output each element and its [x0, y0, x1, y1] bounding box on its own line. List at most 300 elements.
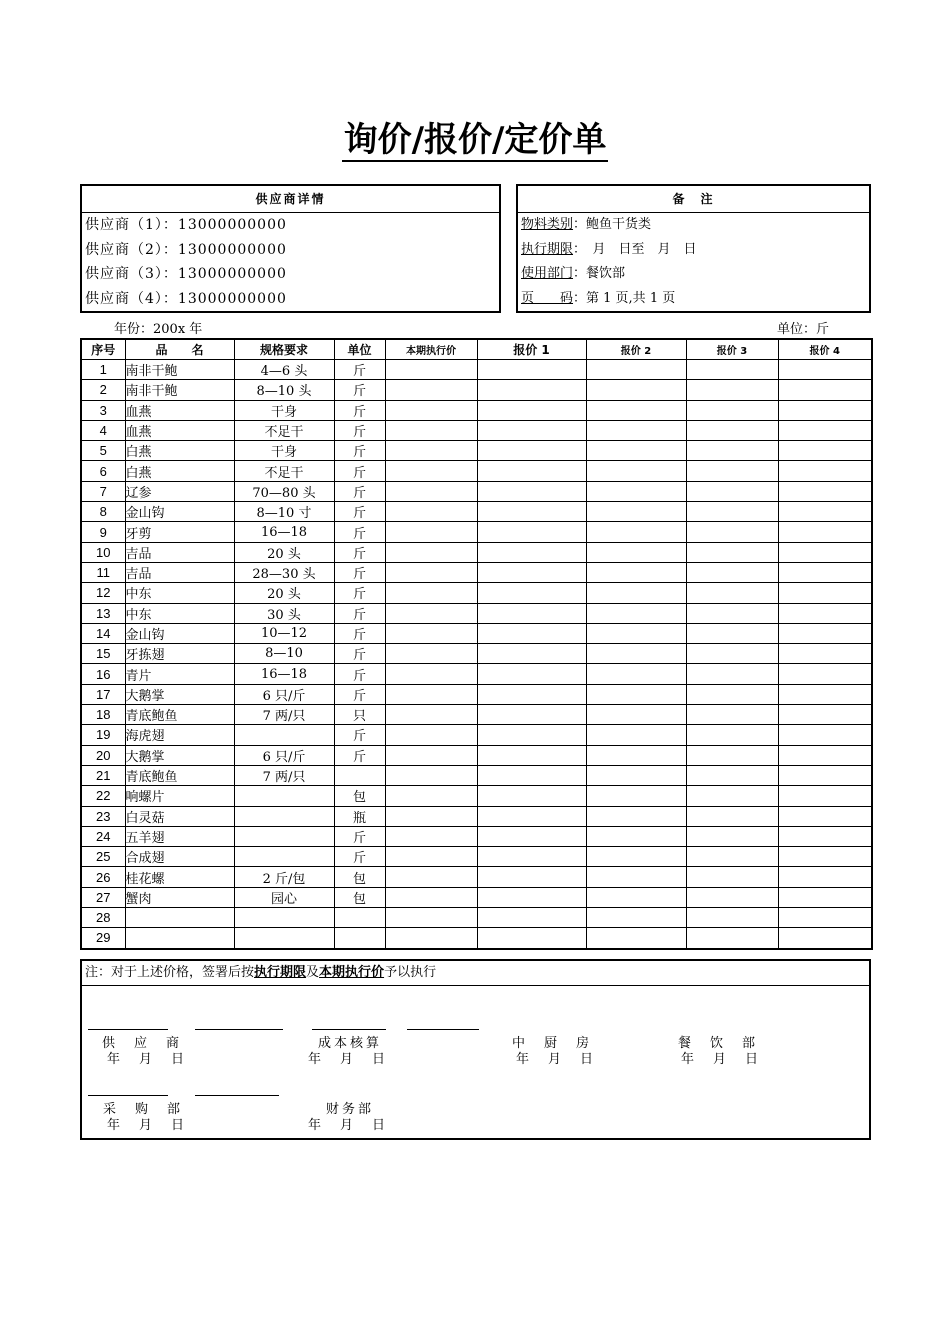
quote-4-cell — [778, 522, 872, 542]
item-name: 金山钩 — [125, 502, 234, 522]
item-name: 血燕 — [125, 400, 234, 420]
row-number: 8 — [81, 502, 125, 522]
signer-dining: 餐 饮 部 — [678, 1036, 759, 1051]
quote-2-cell — [586, 745, 686, 765]
row-number: 27 — [81, 887, 125, 907]
col-header-quote-3: 报价 3 — [686, 339, 778, 360]
quote-2-cell — [586, 806, 686, 826]
col-header-no: 序号 — [81, 339, 125, 360]
col-header-name: 品 名 — [125, 339, 234, 360]
quote-1-cell — [477, 400, 586, 420]
row-number: 15 — [81, 644, 125, 664]
item-name: 血燕 — [125, 420, 234, 440]
quote-4-cell — [778, 481, 872, 501]
signature-line — [312, 1029, 386, 1030]
current-price-cell — [385, 420, 477, 440]
table-row — [81, 623, 872, 643]
quote-4-cell — [778, 765, 872, 785]
row-number: 18 — [81, 705, 125, 725]
remark-page-number: 页 码：第 1 页,共 1 页 — [521, 290, 676, 306]
quote-2-cell — [586, 664, 686, 684]
col-header-spec: 规格要求 — [234, 339, 334, 360]
quote-2-cell — [586, 908, 686, 928]
signer-dining-date: 年 月 日 — [681, 1052, 762, 1067]
item-name: 牙拣翅 — [125, 644, 234, 664]
signer-supplier: 供 应 商 — [102, 1036, 183, 1051]
quote-4-cell — [778, 603, 872, 623]
current-price-cell — [385, 786, 477, 806]
item-name: 金山钩 — [125, 623, 234, 643]
signature-line — [88, 1029, 168, 1030]
quote-2-cell — [586, 400, 686, 420]
current-price-cell — [385, 826, 477, 846]
item-spec: 不足干 — [234, 420, 334, 440]
current-price-cell — [385, 725, 477, 745]
quote-3-cell — [686, 887, 778, 907]
quote-1-cell — [477, 684, 586, 704]
row-number: 24 — [81, 826, 125, 846]
item-unit — [334, 908, 385, 928]
item-unit: 包 — [334, 786, 385, 806]
quote-4-cell — [778, 542, 872, 562]
table-row — [81, 380, 872, 400]
item-name: 辽参 — [125, 481, 234, 501]
row-number: 4 — [81, 420, 125, 440]
quote-1-cell — [477, 705, 586, 725]
quote-3-cell — [686, 765, 778, 785]
table-row — [81, 847, 872, 867]
row-number: 21 — [81, 765, 125, 785]
signer-finance-date: 年 月 日 — [308, 1118, 389, 1133]
item-unit: 斤 — [334, 623, 385, 643]
item-name: 大鹅掌 — [125, 745, 234, 765]
item-unit: 斤 — [334, 745, 385, 765]
quote-1-cell — [477, 867, 586, 887]
item-spec — [234, 928, 334, 949]
table-row — [81, 583, 872, 603]
item-unit: 斤 — [334, 481, 385, 501]
item-spec: 园心 — [234, 887, 334, 907]
item-unit: 斤 — [334, 847, 385, 867]
item-name: 白灵菇 — [125, 806, 234, 826]
signer-kitchen: 中 厨 房 — [512, 1036, 593, 1051]
table-row — [81, 603, 872, 623]
item-spec: 10—12 — [234, 623, 334, 643]
row-number: 19 — [81, 725, 125, 745]
table-row — [81, 887, 872, 907]
row-number: 26 — [81, 867, 125, 887]
current-price-cell — [385, 481, 477, 501]
item-unit: 斤 — [334, 644, 385, 664]
item-spec: 70—80 头 — [234, 481, 334, 501]
table-row — [81, 420, 872, 440]
current-price-cell — [385, 360, 477, 380]
table-row — [81, 644, 872, 664]
item-spec — [234, 908, 334, 928]
item-name: 吉品 — [125, 562, 234, 582]
item-name: 白燕 — [125, 441, 234, 461]
quote-3-cell — [686, 745, 778, 765]
row-number: 5 — [81, 441, 125, 461]
quote-3-cell — [686, 826, 778, 846]
row-number: 9 — [81, 522, 125, 542]
quote-3-cell — [686, 400, 778, 420]
quote-1-cell — [477, 847, 586, 867]
item-spec: 干身 — [234, 400, 334, 420]
current-price-cell — [385, 867, 477, 887]
quote-1-cell — [477, 908, 586, 928]
quote-2-cell — [586, 705, 686, 725]
quote-3-cell — [686, 908, 778, 928]
quote-4-cell — [778, 745, 872, 765]
quote-3-cell — [686, 360, 778, 380]
item-name: 中东 — [125, 583, 234, 603]
signature-line — [88, 1095, 168, 1096]
item-name: 青片 — [125, 664, 234, 684]
col-header-current-price: 本期执行价 — [385, 339, 477, 360]
quote-4-cell — [778, 441, 872, 461]
quote-4-cell — [778, 847, 872, 867]
quote-4-cell — [778, 400, 872, 420]
col-header-quote-1: 报价 1 — [477, 339, 586, 360]
item-spec — [234, 725, 334, 745]
quote-4-cell — [778, 461, 872, 481]
quote-3-cell — [686, 725, 778, 745]
current-price-cell — [385, 522, 477, 542]
table-row — [81, 705, 872, 725]
current-price-cell — [385, 806, 477, 826]
supplier-details-box — [80, 184, 501, 313]
quote-4-cell — [778, 684, 872, 704]
item-name: 青底鲍鱼 — [125, 705, 234, 725]
quote-1-cell — [477, 786, 586, 806]
item-spec: 28—30 头 — [234, 562, 334, 582]
item-name: 五羊翅 — [125, 826, 234, 846]
supplier-line: 供应商（2）：13000000000 — [85, 241, 287, 258]
current-price-cell — [385, 603, 477, 623]
quote-2-cell — [586, 644, 686, 664]
item-unit: 斤 — [334, 360, 385, 380]
quote-3-cell — [686, 786, 778, 806]
quote-2-cell — [586, 380, 686, 400]
quote-3-cell — [686, 847, 778, 867]
item-unit: 斤 — [334, 826, 385, 846]
table-row — [81, 786, 872, 806]
item-unit: 斤 — [334, 522, 385, 542]
quote-2-cell — [586, 684, 686, 704]
current-price-cell — [385, 847, 477, 867]
table-row — [81, 562, 872, 582]
item-unit: 瓶 — [334, 806, 385, 826]
supplier-details-header: 供应商详情 — [82, 186, 499, 213]
quote-2-cell — [586, 826, 686, 846]
item-spec: 20 头 — [234, 583, 334, 603]
row-number: 1 — [81, 360, 125, 380]
table-row — [81, 867, 872, 887]
quote-1-cell — [477, 765, 586, 785]
current-price-cell — [385, 908, 477, 928]
quote-4-cell — [778, 786, 872, 806]
quote-1-cell — [477, 826, 586, 846]
execution-note: 注：对于上述价格，签署后按执行期限及本期执行价予以执行 — [82, 961, 869, 986]
signer-cost-date: 年 月 日 — [308, 1052, 389, 1067]
quote-1-cell — [477, 380, 586, 400]
quote-3-cell — [686, 705, 778, 725]
signature-line — [195, 1029, 283, 1030]
table-row — [81, 928, 872, 949]
item-spec: 干身 — [234, 441, 334, 461]
item-spec: 2 斤/包 — [234, 867, 334, 887]
quote-4-cell — [778, 725, 872, 745]
quote-1-cell — [477, 583, 586, 603]
row-number: 17 — [81, 684, 125, 704]
item-spec: 6 只/斤 — [234, 684, 334, 704]
item-name: 青底鲍鱼 — [125, 765, 234, 785]
quote-2-cell — [586, 481, 686, 501]
quote-3-cell — [686, 542, 778, 562]
current-price-cell — [385, 400, 477, 420]
quote-1-cell — [477, 603, 586, 623]
item-unit: 斤 — [334, 583, 385, 603]
item-name: 中东 — [125, 603, 234, 623]
quote-3-cell — [686, 461, 778, 481]
item-spec: 16—18 — [234, 664, 334, 684]
signature-line — [195, 1095, 279, 1096]
signer-purchasing-date: 年 月 日 — [107, 1118, 188, 1133]
quote-2-cell — [586, 928, 686, 949]
item-unit — [334, 765, 385, 785]
current-price-cell — [385, 502, 477, 522]
item-spec — [234, 826, 334, 846]
quote-1-cell — [477, 745, 586, 765]
unit-label: 单位：斤 — [777, 322, 830, 337]
quote-1-cell — [477, 887, 586, 907]
table-row — [81, 542, 872, 562]
supplier-line: 供应商（4）：13000000000 — [85, 290, 287, 307]
item-name: 蟹肉 — [125, 887, 234, 907]
row-number: 6 — [81, 461, 125, 481]
quote-4-cell — [778, 623, 872, 643]
quote-2-cell — [586, 725, 686, 745]
quote-3-cell — [686, 481, 778, 501]
col-header-quote-4: 报价 4 — [778, 339, 872, 360]
quote-2-cell — [586, 360, 686, 380]
quote-4-cell — [778, 806, 872, 826]
quote-4-cell — [778, 562, 872, 582]
row-number: 28 — [81, 908, 125, 928]
item-unit: 斤 — [334, 725, 385, 745]
quote-4-cell — [778, 583, 872, 603]
quote-1-cell — [477, 664, 586, 684]
quote-3-cell — [686, 806, 778, 826]
quote-3-cell — [686, 684, 778, 704]
row-number: 22 — [81, 786, 125, 806]
quote-1-cell — [477, 481, 586, 501]
signature-line — [407, 1029, 479, 1030]
document-title: 询价/报价/定价单 — [343, 120, 607, 160]
item-unit: 斤 — [334, 562, 385, 582]
quote-1-cell — [477, 928, 586, 949]
row-number: 3 — [81, 400, 125, 420]
item-spec: 8—10 寸 — [234, 502, 334, 522]
item-unit: 斤 — [334, 441, 385, 461]
remarks-header: 备 注 — [518, 186, 869, 213]
item-name — [125, 928, 234, 949]
quote-1-cell — [477, 441, 586, 461]
quote-3-cell — [686, 441, 778, 461]
supplier-line: 供应商（3）：13000000000 — [85, 266, 287, 282]
row-number: 11 — [81, 562, 125, 582]
item-spec: 20 头 — [234, 542, 334, 562]
price-table — [80, 338, 873, 950]
item-spec: 8—10 头 — [234, 380, 334, 400]
current-price-cell — [385, 664, 477, 684]
remark-execution-period: 执行期限： 月 日至 月 日 — [521, 241, 697, 257]
table-row — [81, 806, 872, 826]
row-number: 25 — [81, 847, 125, 867]
row-number: 10 — [81, 542, 125, 562]
quote-1-cell — [477, 562, 586, 582]
item-name: 白燕 — [125, 461, 234, 481]
table-row — [81, 502, 872, 522]
item-name: 桂花螺 — [125, 867, 234, 887]
signer-finance: 财务部 — [326, 1102, 375, 1117]
table-row — [81, 664, 872, 684]
quote-3-cell — [686, 502, 778, 522]
table-row — [81, 441, 872, 461]
remarks-box — [516, 184, 871, 313]
quote-2-cell — [586, 847, 686, 867]
quote-4-cell — [778, 644, 872, 664]
item-spec — [234, 806, 334, 826]
item-name: 吉品 — [125, 542, 234, 562]
item-unit: 斤 — [334, 684, 385, 704]
item-spec: 不足干 — [234, 461, 334, 481]
quote-2-cell — [586, 623, 686, 643]
signer-purchasing: 采 购 部 — [103, 1102, 184, 1117]
quote-2-cell — [586, 461, 686, 481]
item-spec: 30 头 — [234, 603, 334, 623]
current-price-cell — [385, 583, 477, 603]
item-unit: 斤 — [334, 542, 385, 562]
current-price-cell — [385, 623, 477, 643]
table-row — [81, 908, 872, 928]
quote-1-cell — [477, 360, 586, 380]
quote-4-cell — [778, 826, 872, 846]
quote-2-cell — [586, 867, 686, 887]
item-spec: 7 两/只 — [234, 765, 334, 785]
item-spec: 8—10 — [234, 644, 334, 664]
item-unit: 只 — [334, 705, 385, 725]
signer-kitchen-date: 年 月 日 — [516, 1052, 597, 1067]
quote-1-cell — [477, 623, 586, 643]
item-unit: 斤 — [334, 664, 385, 684]
item-unit: 斤 — [334, 420, 385, 440]
current-price-cell — [385, 765, 477, 785]
quote-3-cell — [686, 867, 778, 887]
remark-material-category: 物料类别：鲍鱼干货类 — [521, 217, 652, 232]
quote-2-cell — [586, 562, 686, 582]
signer-supplier-date: 年 月 日 — [107, 1052, 188, 1067]
quote-3-cell — [686, 928, 778, 949]
quote-4-cell — [778, 360, 872, 380]
current-price-cell — [385, 887, 477, 907]
current-price-cell — [385, 705, 477, 725]
row-number: 20 — [81, 745, 125, 765]
item-spec: 16—18 — [234, 522, 334, 542]
table-row — [81, 826, 872, 846]
quote-4-cell — [778, 664, 872, 684]
quote-4-cell — [778, 928, 872, 949]
table-row — [81, 765, 872, 785]
item-unit — [334, 928, 385, 949]
table-header-row — [81, 339, 872, 360]
current-price-cell — [385, 441, 477, 461]
item-name: 牙剪 — [125, 522, 234, 542]
quote-1-cell — [477, 644, 586, 664]
item-name: 大鹅掌 — [125, 684, 234, 704]
quote-3-cell — [686, 664, 778, 684]
item-unit: 斤 — [334, 502, 385, 522]
row-number: 13 — [81, 603, 125, 623]
signature-box — [80, 959, 871, 1140]
item-name: 南非干鲍 — [125, 360, 234, 380]
item-name: 海虎翅 — [125, 725, 234, 745]
table-row — [81, 400, 872, 420]
quote-4-cell — [778, 380, 872, 400]
current-price-cell — [385, 461, 477, 481]
signer-cost-accounting: 成本核算 — [318, 1036, 383, 1051]
quote-2-cell — [586, 420, 686, 440]
table-row — [81, 725, 872, 745]
quote-2-cell — [586, 765, 686, 785]
quote-2-cell — [586, 887, 686, 907]
quote-3-cell — [686, 644, 778, 664]
item-unit: 斤 — [334, 380, 385, 400]
item-unit: 斤 — [334, 461, 385, 481]
quote-4-cell — [778, 420, 872, 440]
quote-3-cell — [686, 583, 778, 603]
quote-1-cell — [477, 806, 586, 826]
table-row — [81, 481, 872, 501]
item-unit: 包 — [334, 887, 385, 907]
current-price-cell — [385, 928, 477, 949]
table-row — [81, 461, 872, 481]
quote-1-cell — [477, 502, 586, 522]
row-number: 2 — [81, 380, 125, 400]
item-name: 南非干鲍 — [125, 380, 234, 400]
item-spec: 4—6 头 — [234, 360, 334, 380]
current-price-cell — [385, 684, 477, 704]
quote-4-cell — [778, 908, 872, 928]
quote-4-cell — [778, 705, 872, 725]
row-number: 16 — [81, 664, 125, 684]
col-header-unit: 单位 — [334, 339, 385, 360]
quote-3-cell — [686, 603, 778, 623]
item-name: 响螺片 — [125, 786, 234, 806]
row-number: 23 — [81, 806, 125, 826]
col-header-quote-2: 报价 2 — [586, 339, 686, 360]
current-price-cell — [385, 542, 477, 562]
quote-1-cell — [477, 725, 586, 745]
current-price-cell — [385, 745, 477, 765]
quote-3-cell — [686, 623, 778, 643]
quote-4-cell — [778, 887, 872, 907]
quote-2-cell — [586, 583, 686, 603]
quote-4-cell — [778, 502, 872, 522]
item-spec — [234, 786, 334, 806]
table-row — [81, 522, 872, 542]
